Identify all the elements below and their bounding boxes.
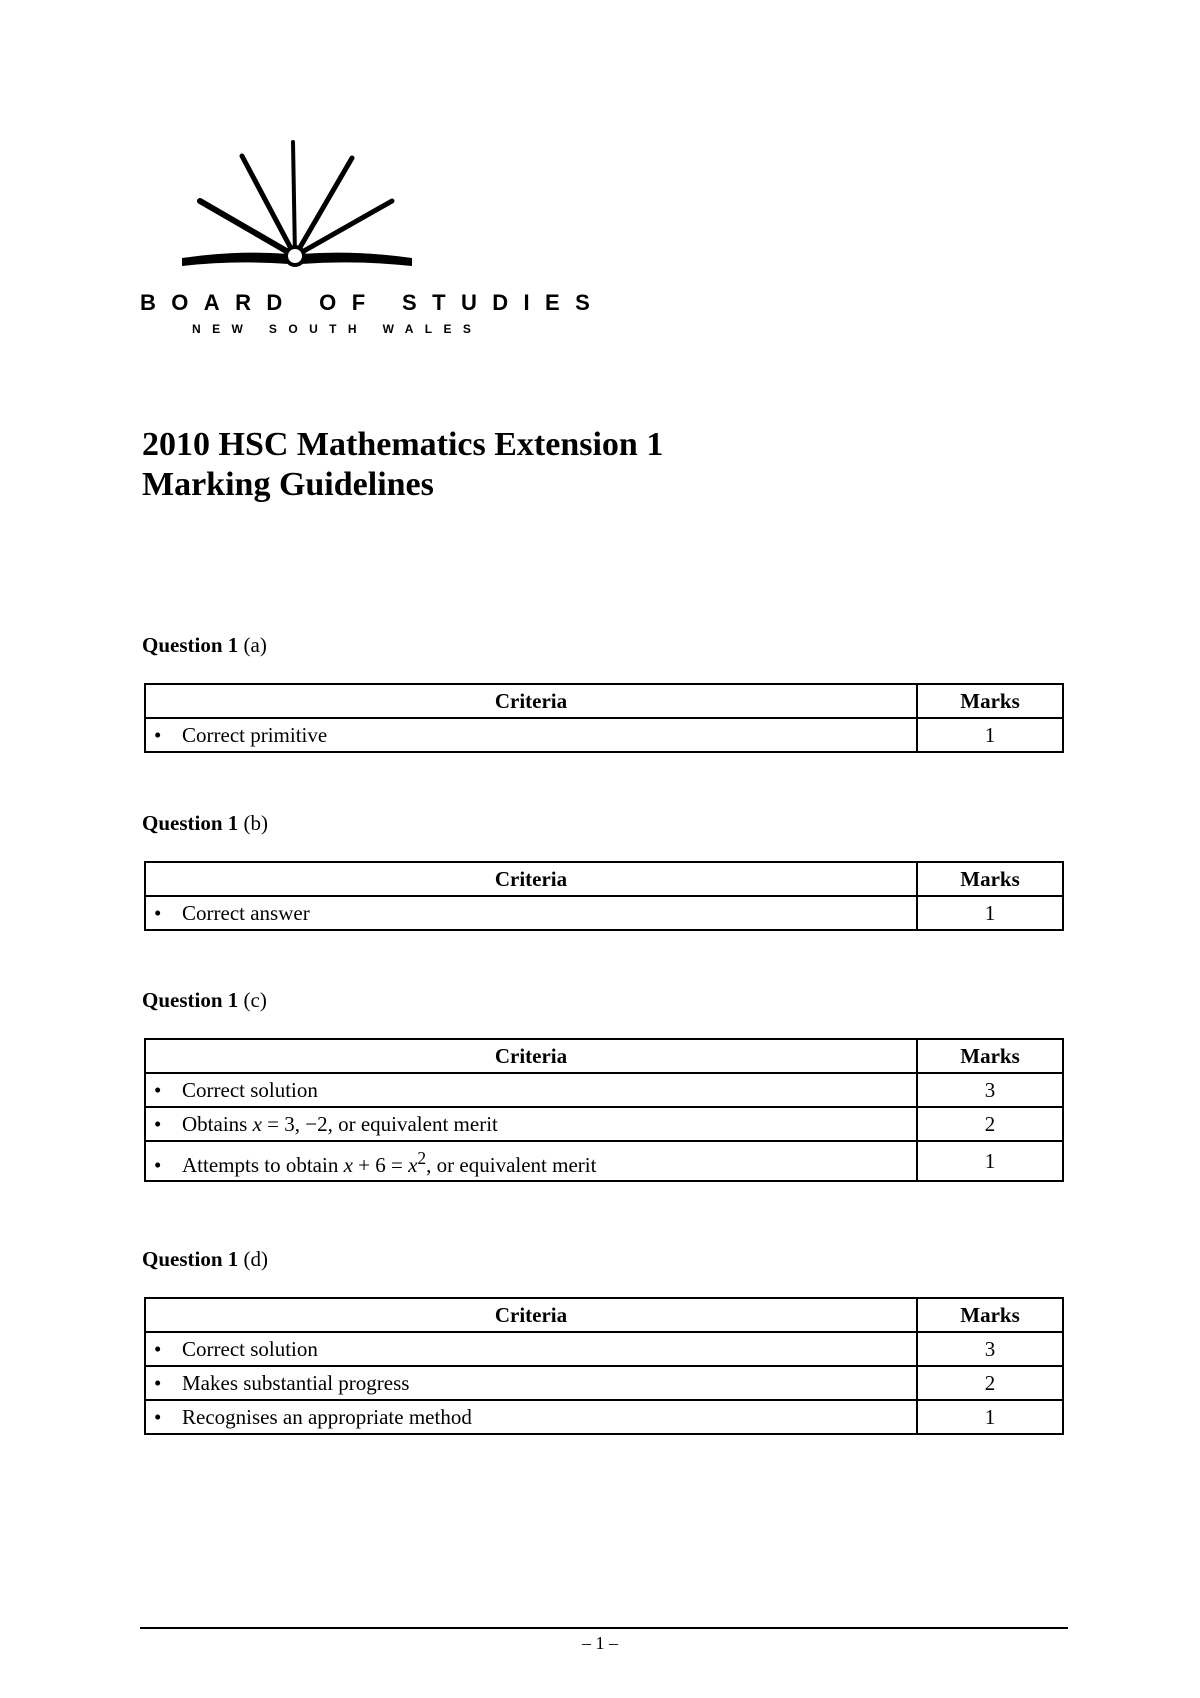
question-section-1d — [142, 1246, 1067, 1429]
marks-cell: 1 — [917, 718, 1063, 752]
criteria-table — [144, 1038, 1064, 1182]
criteria-table — [144, 1297, 1064, 1435]
criterion-cell — [145, 718, 917, 752]
question-heading — [142, 987, 1067, 1013]
question-section-1a — [142, 632, 1067, 747]
criterion-text: Correct answer — [182, 901, 310, 925]
table-header-row — [145, 684, 1063, 718]
bullet: • — [154, 1152, 162, 1177]
question-label: Question 1 — [142, 988, 239, 1012]
bullet: • — [154, 1078, 162, 1102]
criterion-text-part: + 6 = — [352, 1152, 409, 1177]
question-label: Question 1 — [142, 811, 239, 835]
board-of-studies-logo — [140, 138, 606, 338]
criterion-text: Recognises an appropriate method — [182, 1405, 472, 1429]
criterion-text: Correct primitive — [182, 723, 328, 747]
org-subtitle: NEW SOUTH WALES — [192, 322, 483, 336]
question-label: Question 1 — [142, 633, 239, 657]
question-heading — [142, 810, 1067, 836]
criterion-text-part: Attempts to obtain — [182, 1152, 344, 1177]
table-row — [145, 896, 1063, 930]
marks-cell: 3 — [917, 1073, 1063, 1107]
criterion-cell — [145, 1141, 917, 1181]
criterion-text: Correct solution — [182, 1337, 318, 1361]
marks-cell: 2 — [917, 1107, 1063, 1141]
title-line-1: 2010 HSC Mathematics Extension 1 — [142, 426, 664, 463]
table-header-row — [145, 1039, 1063, 1073]
criterion-cell — [145, 1107, 917, 1141]
table-row — [145, 1141, 1063, 1181]
math-exponent: 2 — [417, 1147, 427, 1168]
question-part: (d) — [243, 1247, 269, 1271]
question-heading — [142, 632, 1067, 658]
criterion-text — [182, 1147, 597, 1177]
criterion-text: Makes substantial progress — [182, 1371, 410, 1395]
question-heading — [142, 1246, 1067, 1272]
criteria-table — [144, 683, 1064, 753]
marks-cell: 3 — [917, 1332, 1063, 1366]
marks-header: Marks — [917, 862, 1063, 896]
marks-cell: 1 — [917, 1141, 1063, 1181]
question-label: Question 1 — [142, 1247, 239, 1271]
table-row — [145, 718, 1063, 752]
marks-header: Marks — [917, 684, 1063, 718]
math-variable: x — [343, 1152, 353, 1177]
bullet: • — [154, 723, 162, 747]
question-part: (b) — [243, 811, 269, 835]
table-row — [145, 1400, 1063, 1434]
marks-cell: 2 — [917, 1366, 1063, 1400]
question-section-1c — [142, 987, 1067, 1177]
table-row — [145, 1107, 1063, 1141]
criteria-header: Criteria — [145, 1298, 917, 1332]
bullet: • — [154, 1405, 162, 1429]
marks-header: Marks — [917, 1039, 1063, 1073]
criterion-text-part: Obtains — [182, 1112, 253, 1136]
math-variable: x — [408, 1152, 418, 1177]
criterion-text — [182, 1112, 498, 1136]
document-title — [142, 425, 663, 505]
table-header-row — [145, 862, 1063, 896]
math-variable: x — [252, 1112, 262, 1136]
title-line-2: Marking Guidelines — [142, 466, 434, 503]
criterion-text: Correct solution — [182, 1078, 318, 1102]
criteria-header: Criteria — [145, 684, 917, 718]
criterion-text-part: , or equivalent merit — [426, 1152, 597, 1177]
org-name: BOARD OF STUDIES — [140, 290, 606, 315]
bullet: • — [154, 1371, 162, 1395]
criterion-cell — [145, 1332, 917, 1366]
marks-header: Marks — [917, 1298, 1063, 1332]
bullet: • — [154, 1337, 162, 1361]
criterion-cell — [145, 896, 917, 930]
page-number: – 1 – — [582, 1633, 618, 1653]
criterion-cell — [145, 1400, 917, 1434]
question-part: (a) — [243, 633, 267, 657]
table-header-row — [145, 1298, 1063, 1332]
bullet: • — [154, 1112, 162, 1136]
criteria-table — [144, 861, 1064, 931]
criteria-header: Criteria — [145, 1039, 917, 1073]
table-row — [145, 1332, 1063, 1366]
marks-cell: 1 — [917, 896, 1063, 930]
marks-cell: 1 — [917, 1400, 1063, 1434]
table-row — [145, 1073, 1063, 1107]
table-row — [145, 1366, 1063, 1400]
criterion-cell — [145, 1366, 917, 1400]
bullet: • — [154, 901, 162, 925]
question-part: (c) — [243, 988, 267, 1012]
criteria-header: Criteria — [145, 862, 917, 896]
question-section-1b — [142, 810, 1067, 925]
footer-rule — [140, 1627, 1068, 1629]
criterion-cell — [145, 1073, 917, 1107]
criterion-text-part: = 3, −2, or equivalent merit — [261, 1112, 498, 1136]
sunburst-book-icon — [176, 138, 416, 278]
